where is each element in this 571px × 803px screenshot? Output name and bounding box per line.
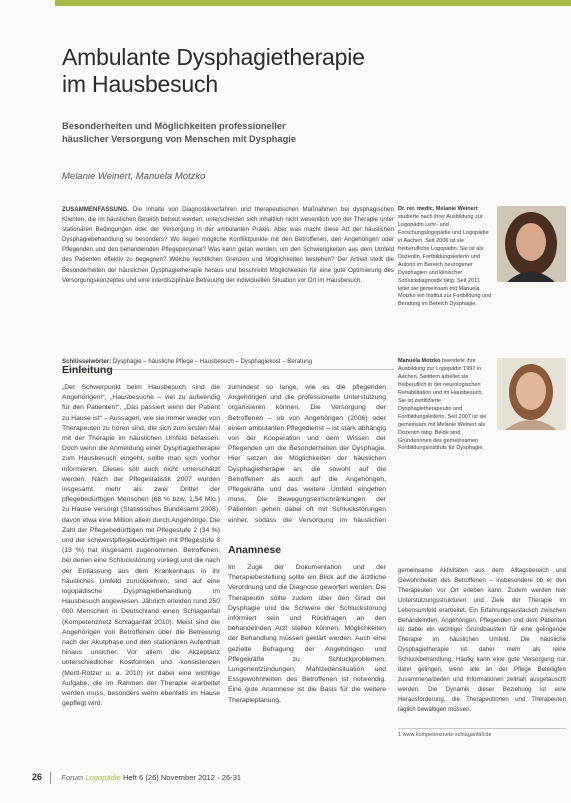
body-text-col3: gemeinsame Aktivitäten aus dem Alltagsbereich und Gewohnheiten des Betroffenen – insbesondere ob er den Therapeuten vor Ort erleben kann. Zudem werden hier Unterstützungsstrukturen und Ziele der Therapie im Lebensumfeld erarbeitet. Ein Erfahrungsaustausch zwischen Behandelnden, Angehörigen, Pflegenden und dem Patienten ist dabei ein wichtiger Grundbaustein für eine gelingende Therapie im häuslichen Umfeld. Die häusliche Dysphagietherapie ist daher mehr als reine Schluckbehandlung. Häufig kann eine gute Versorgung nur dann gelingen, wenn alle an der Pflege Beteiligten zusammenarbeiten und Informationen zeitnah ausgetauscht werden. Die Dynamik dieser Beziehung ist eine Herausforderung, die Therapeutinnen und Therapeuten täglich bewältigen müssen. <box>398 567 566 713</box>
top-accent-bar <box>55 0 571 6</box>
section-heading-anamnesis: Anamnese <box>228 544 282 556</box>
article-subtitle <box>62 120 502 145</box>
keywords-label: Schlüsselwörter: <box>62 358 112 365</box>
author-photo-weinert <box>497 206 566 282</box>
section-heading-intro: Einleitung <box>62 364 113 376</box>
bio-name-motzko: Manuela Motzko <box>398 358 441 364</box>
title-line-2: im Hausbesuch <box>62 71 218 97</box>
body-text-col2b: Im Zuge der Dokumentation und der Therapiebestellung sollte ein Blick auf die ärztliche Verordnung und die Diagnose geworfen werden. Die Therapeutin sollte zudem über den Grad der Dysphagie und die Schwere der Schluckstörung informiert sein und Rückfragen an den behandelnden Arzt stellen können. Möglichkeiten der Behandlung müssen geklärt werden. Auch eine gezielte Befragung der Angehörigen und Pflegekräfte zu Schluckproblemen, Lungenentzündungen, Mahlzeitensituation und Essgewohnheiten des Betroffenen ist notwendig. Eine gute Anamnese ist die Basis für die weitere Therapieplanung. <box>228 564 386 704</box>
body-column-3 <box>398 566 566 726</box>
abstract-label: ZUSAMMENFASSUNG. <box>62 206 129 213</box>
footer-divider <box>50 772 51 784</box>
body-column-2 <box>228 383 386 523</box>
body-column-1 <box>62 383 220 756</box>
page-number: 26 <box>32 772 43 782</box>
footer-issue: Heft 6 (26) November 2012 · 26-31 <box>122 773 242 782</box>
author-bio-weinert <box>398 206 492 309</box>
abstract-text: Die Inhalte von Diagnostikverfahren und therapeutischen Maßnahmen bei dysphagischen Klienten, die im häuslichen Bereich betreut werden, unterscheiden sich inhaltlich nicht wesentlich von der Therapie unter stationären Bedingungen oder der Versorgung in der ambulanten Praxis. Aber was macht diese Art der häuslichen Dysphagiebehandlung so besonders? Wo liegen mögliche Konfliktpunkte mit den Betroffenen, den Angehörigen oder Pflegenden und den behandelnden Pflegepersonal? Was kann getan werden, um den Schwierigkeiten aus dem Umfeld des Patienten effektiv zu begegnen? Welche rechtlichen Grenzen und Möglichkeiten bestehen? Der Artikel stellt die Besonderheiten der häuslichen Dysphagietherapie heraus und beschreibt Möglichkeiten für eine gute Optimierung des Versorgungskonzeptes und eine interdisziplinäre Betreuung der individuellen Situation vor Ort im Hausbesuch. <box>62 206 394 284</box>
body-text-col1: „Der Schwerpunkt beim Hausbesuch sind die Angehörigen!“, „Hausbesuche – viel zu aufwendig für den Patienten!“, „Das passiert wenn der Patient zu Hause ist“ – Aussagen, wie sie immer wieder von Therapeuten zu hören sind, die sich zum ersten Mal mit der Therapie im häuslichen Umfeld befassen. Doch wenn die Anmeldung einer Dysphagietherapie zum Hausbesuch eingeht, sollte man sich vorher informieren. Dieses soll auch nicht unterschätzt werden. Nach der Pflegestatistik 2007 wurden insgesamt mehr als zwei Drittel der pflegebedürftigen Menschen (68 % bzw. 1,54 Mio.) zu Hause versorgt (Statistisches Bundesamt 2008), davon etwa eine Million allein durch Angehörige. Die Zahl der Pflegebedürftigen mit Pflegestufe 2 (34 %) und der schwerstpflegebedürftigen mit Pflegestufe 3 (13 %) hat insgesamt zugenommen. Betroffenen, bei denen eine Schluckstörung vorliegt und die nach der Entlassung aus dem Krankenhaus in ihr häusliches Umfeld zurückkehren, sind auf eine logopädische Dysphagiebehandlung im Hausbesuch angewiesen. Jährlich erleiden rund 250 000 Menschen in Deutschland einen Schlaganfall (Kompetenznetz Schlaganfall 2010). Meist sind die Angehörigen von Betroffenen über die Betreuung nach der Akutphase und den stationären Aufenthalt hinaus unsicher. Vor allem die Akzeptanz unterschiedlicher Kostformen und -konsistenzen (Mertl-Rötzer u. a. 2010) ist dabei eine wichtige Aufgabe, die im Rahmen der Therapie erarbeitet werden muss, besonders wenn ebenfalls im Hause gepflegt wird. <box>62 384 220 708</box>
abstract <box>62 205 394 286</box>
page-footer <box>32 772 241 784</box>
keywords-text: Dysphagie – häusliche Pflege – Hausbesuch – Dysphagiekost – Beratung <box>112 358 313 365</box>
body-text-col2: zumindest so lange, wie es die pflegenden Angehörigen und die professionelle Unterstützung organisieren können. Die Versorgung der Betroffenen – ob von Angehörigen (2006) oder einem ambulanten Pflegedienst – ist stark abhängig von der Kooperation und dem Wissen der Pflegenden um die Besonderheiten der Dysphagie. Hier setzen die Möglichkeiten der häuslichen Dysphagietherapie an, die sowohl auf die Betroffenen als auch auf die Angehörigen, Pflegekräfte und das weitere Umfeld eingehen muss. Die Bewegungseinschränkungen der Patienten gehen dabei oft mit Schluckstörungen einher, sodass die Versorgung im häuslichen <box>228 384 386 523</box>
subtitle-line-1: Besonderheiten und Möglichkeiten professioneller <box>62 121 286 131</box>
article-authors: Melanie Weinert, Manuela Motzko <box>62 171 206 182</box>
footer-brand: Logopädie <box>85 773 121 782</box>
footnote-divider <box>398 728 566 729</box>
title-line-1: Ambulante Dysphagietherapie <box>62 44 365 70</box>
author-photo-motzko <box>497 358 566 430</box>
bio-name-weinert: Dr. rer. medic. Melanie Weinert <box>398 206 478 212</box>
author-bio-motzko <box>398 358 492 453</box>
bio-text-motzko: beendete ihre Ausbildung zur Logopädin 1997 in Aachen. Seitdem arbeitet sie freiberuflich in der neurologischen Rehabilitation und im Hausbesuch. Sie ist zertifizierte Dysphagietherapeutin und Fortbildungsleiterin. Seit 2007 ist sie gemeinsam mit Melanie Weinert als Dozentin tätig. Beide sind Gründerinnen des gemeinsamen Fortbildungsinstituts für Dysphagie. <box>398 358 487 452</box>
subtitle-line-2: häuslicher Versorgung von Menschen mit Dysphagie <box>62 133 297 144</box>
bio-text-weinert: studierte nach ihrer Ausbildung zur Logopädin Lehr- und Forschungslogopädie und Logopädie in Aachen. Seit 2006 ist sie freiberufliche Logopädin. Sie ist als Dozentin, Fortbildungsleiterin und Autorin im Bereich neurogener Dysphagien und klinischer Schluckdiagnostik tätig. Seit 2011 leitet sie gemeinsam mit Manuela Motzko ein Institut zur Fortbildung und Beratung im Bereich Dysphagie. <box>398 213 492 308</box>
body-column-2b <box>228 563 386 756</box>
footnote: 1 www.kompetenznetz-schlaganfall.de <box>398 732 492 738</box>
footer-forum: Forum <box>61 773 84 782</box>
article-title <box>62 44 502 98</box>
